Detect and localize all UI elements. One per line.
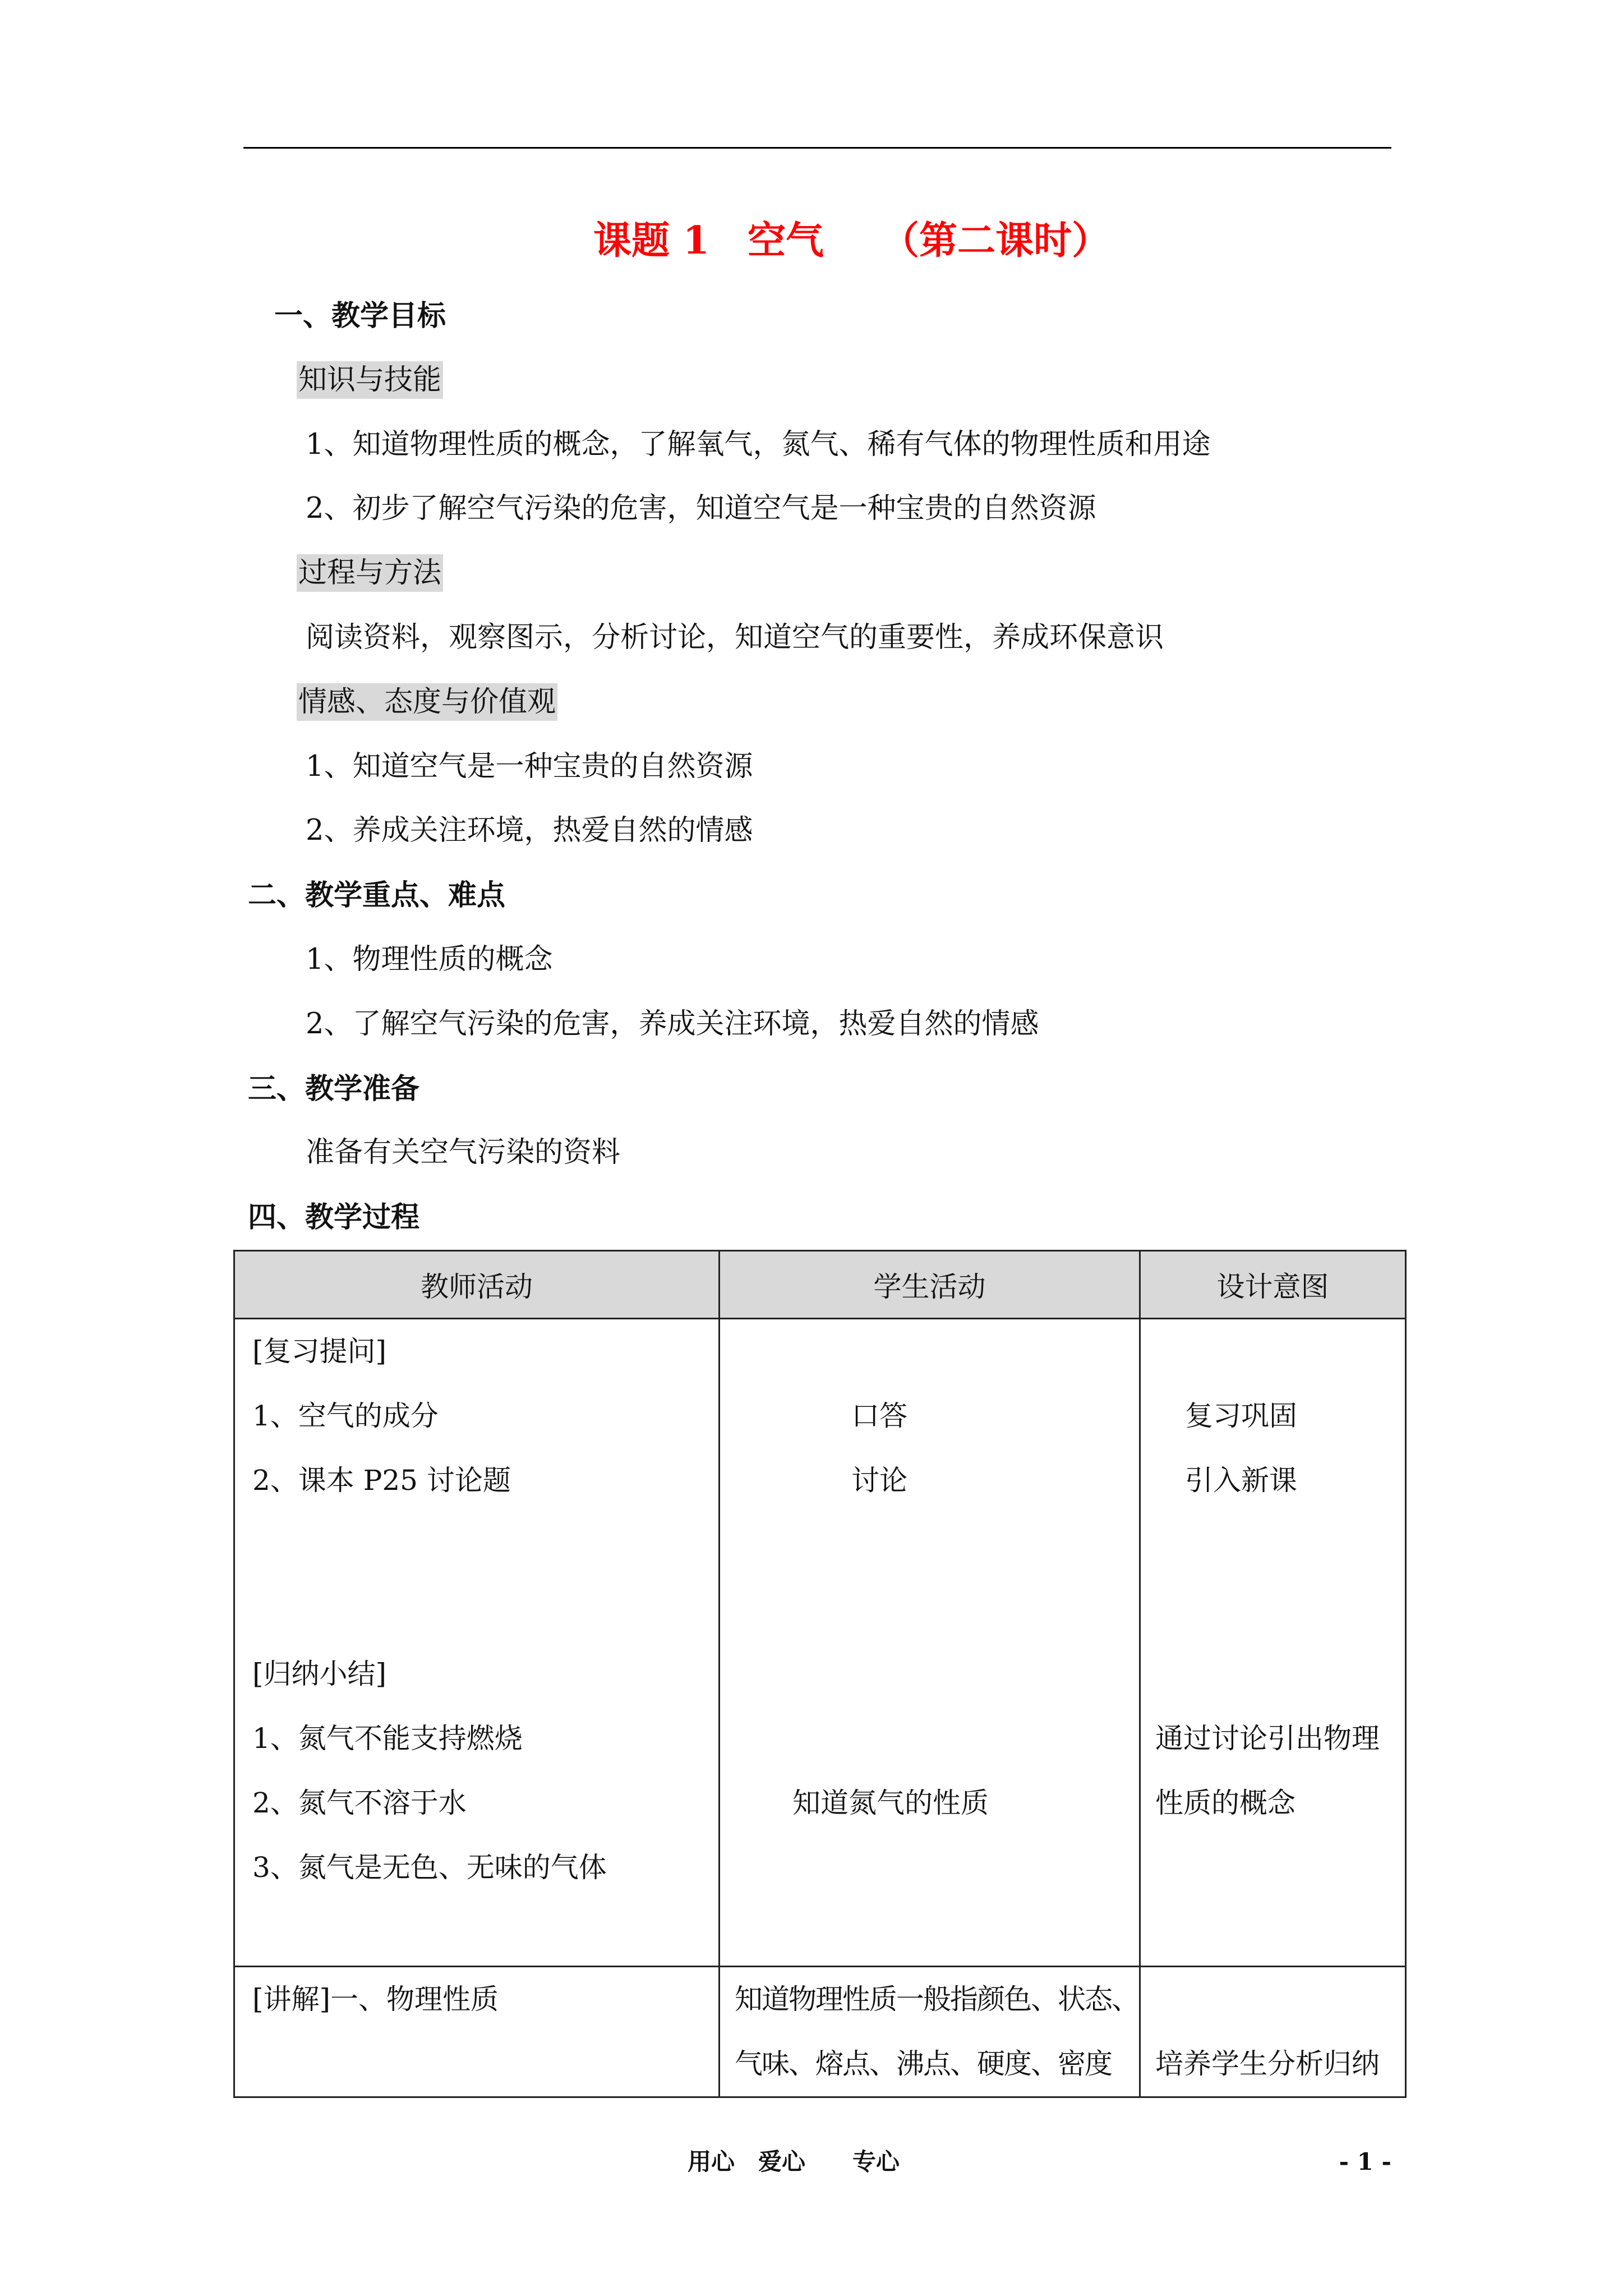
cell-line: 1、氮气不能支持燃烧	[252, 1722, 523, 1755]
highlighted-label: 知识与技能	[297, 361, 443, 399]
list-item: 1、知道物理性质的概念，了解氧气，氮气、稀有气体的物理性质和用途	[306, 427, 1211, 461]
blank-line	[235, 1513, 718, 1577]
blank-line	[720, 1319, 1139, 1384]
column-header-student: 学生活动	[720, 1251, 1140, 1319]
cell-line: 1、空气的成分	[252, 1400, 439, 1432]
teaching-process-table	[233, 1250, 1407, 2098]
table-cell-design	[1140, 1319, 1406, 1967]
blank-line	[720, 1706, 1139, 1771]
table-cell-teacher	[234, 1967, 720, 2097]
header-rule	[243, 147, 1391, 149]
blank-line	[720, 1577, 1139, 1642]
cell-line: 气味、熔点、沸点、硬度、密度	[735, 2047, 1112, 2080]
cell-line: 3、氮气是无色、无味的气体	[252, 1851, 607, 1884]
list-item: 2、养成关注环境，热爱自然的情感	[306, 814, 753, 848]
table-cell-student	[720, 1967, 1140, 2097]
subheading-values	[0, 670, 1623, 735]
cell-line: 复习巩固	[1185, 1400, 1297, 1432]
page-title: 课题 1 空气 （第二课时）	[593, 218, 1110, 263]
section-heading-preparation: 三、教学准备	[248, 1071, 420, 1106]
cell-line: 知道氮气的性质	[792, 1787, 989, 1819]
subheading-methods	[0, 541, 1623, 606]
column-header-teacher: 教师活动	[234, 1251, 720, 1319]
cell-line: [归纳小结]	[252, 1658, 387, 1690]
blank-line	[1141, 1967, 1405, 2032]
section-heading-objectives: 一、教学目标	[274, 299, 446, 333]
blank-line	[1141, 1642, 1405, 1706]
page-number: - 1 -	[1339, 2148, 1391, 2175]
list-item: 1、知道空气是一种宝贵的自然资源	[306, 749, 753, 783]
subheading-knowledge	[0, 348, 1623, 413]
cell-line: [复习提问]	[252, 1335, 387, 1368]
highlighted-label: 过程与方法	[297, 554, 443, 592]
list-item: 2、了解空气污染的危害，养成关注环境，热爱自然的情感	[306, 1007, 1039, 1041]
cell-line: 2、课本 P25 讨论题	[252, 1464, 511, 1497]
cell-line: 讨论	[851, 1464, 907, 1497]
blank-line	[235, 1577, 718, 1642]
section-heading-key-points: 二、教学重点、难点	[248, 878, 506, 913]
blank-line	[1141, 1319, 1405, 1384]
table-row	[234, 1967, 1406, 2097]
cell-line: 引入新课	[1185, 1464, 1297, 1497]
table-row	[234, 1319, 1406, 1967]
cell-line: 2、氮气不溶于水	[252, 1787, 467, 1819]
column-header-design: 设计意图	[1140, 1251, 1406, 1319]
cell-line: 口答	[851, 1400, 907, 1432]
document-body	[0, 284, 1623, 1250]
table-cell-design	[1140, 1967, 1406, 2097]
list-item: 阅读资料，观察图示，分析讨论，知道空气的重要性，养成环保意识	[306, 620, 1164, 654]
table-header-row	[234, 1251, 1406, 1319]
footer-motto: 用心 爱心 专心	[688, 2148, 900, 2175]
cell-line: 知道物理性质一般指颜色、状态、	[735, 1983, 1138, 2016]
cell-line: [讲解]一、物理性质	[252, 1983, 499, 2016]
cell-line: 通过讨论引出物理	[1155, 1722, 1380, 1755]
blank-line	[720, 1513, 1139, 1577]
cell-line: 性质的概念	[1155, 1787, 1295, 1819]
list-item: 1、物理性质的概念	[306, 942, 553, 976]
highlighted-label: 情感、态度与价值观	[297, 683, 557, 721]
blank-line	[1141, 1513, 1405, 1577]
section-heading-process: 四、教学过程	[248, 1200, 420, 1235]
list-item: 2、初步了解空气污染的危害，知道空气是一种宝贵的自然资源	[306, 492, 1096, 526]
list-item: 准备有关空气污染的资料	[306, 1136, 621, 1170]
blank-line	[720, 1642, 1139, 1706]
cell-line: 培养学生分析归纳	[1155, 2047, 1380, 2080]
table-cell-teacher	[234, 1319, 720, 1967]
blank-line	[1141, 1577, 1405, 1642]
table-cell-student	[720, 1319, 1140, 1967]
